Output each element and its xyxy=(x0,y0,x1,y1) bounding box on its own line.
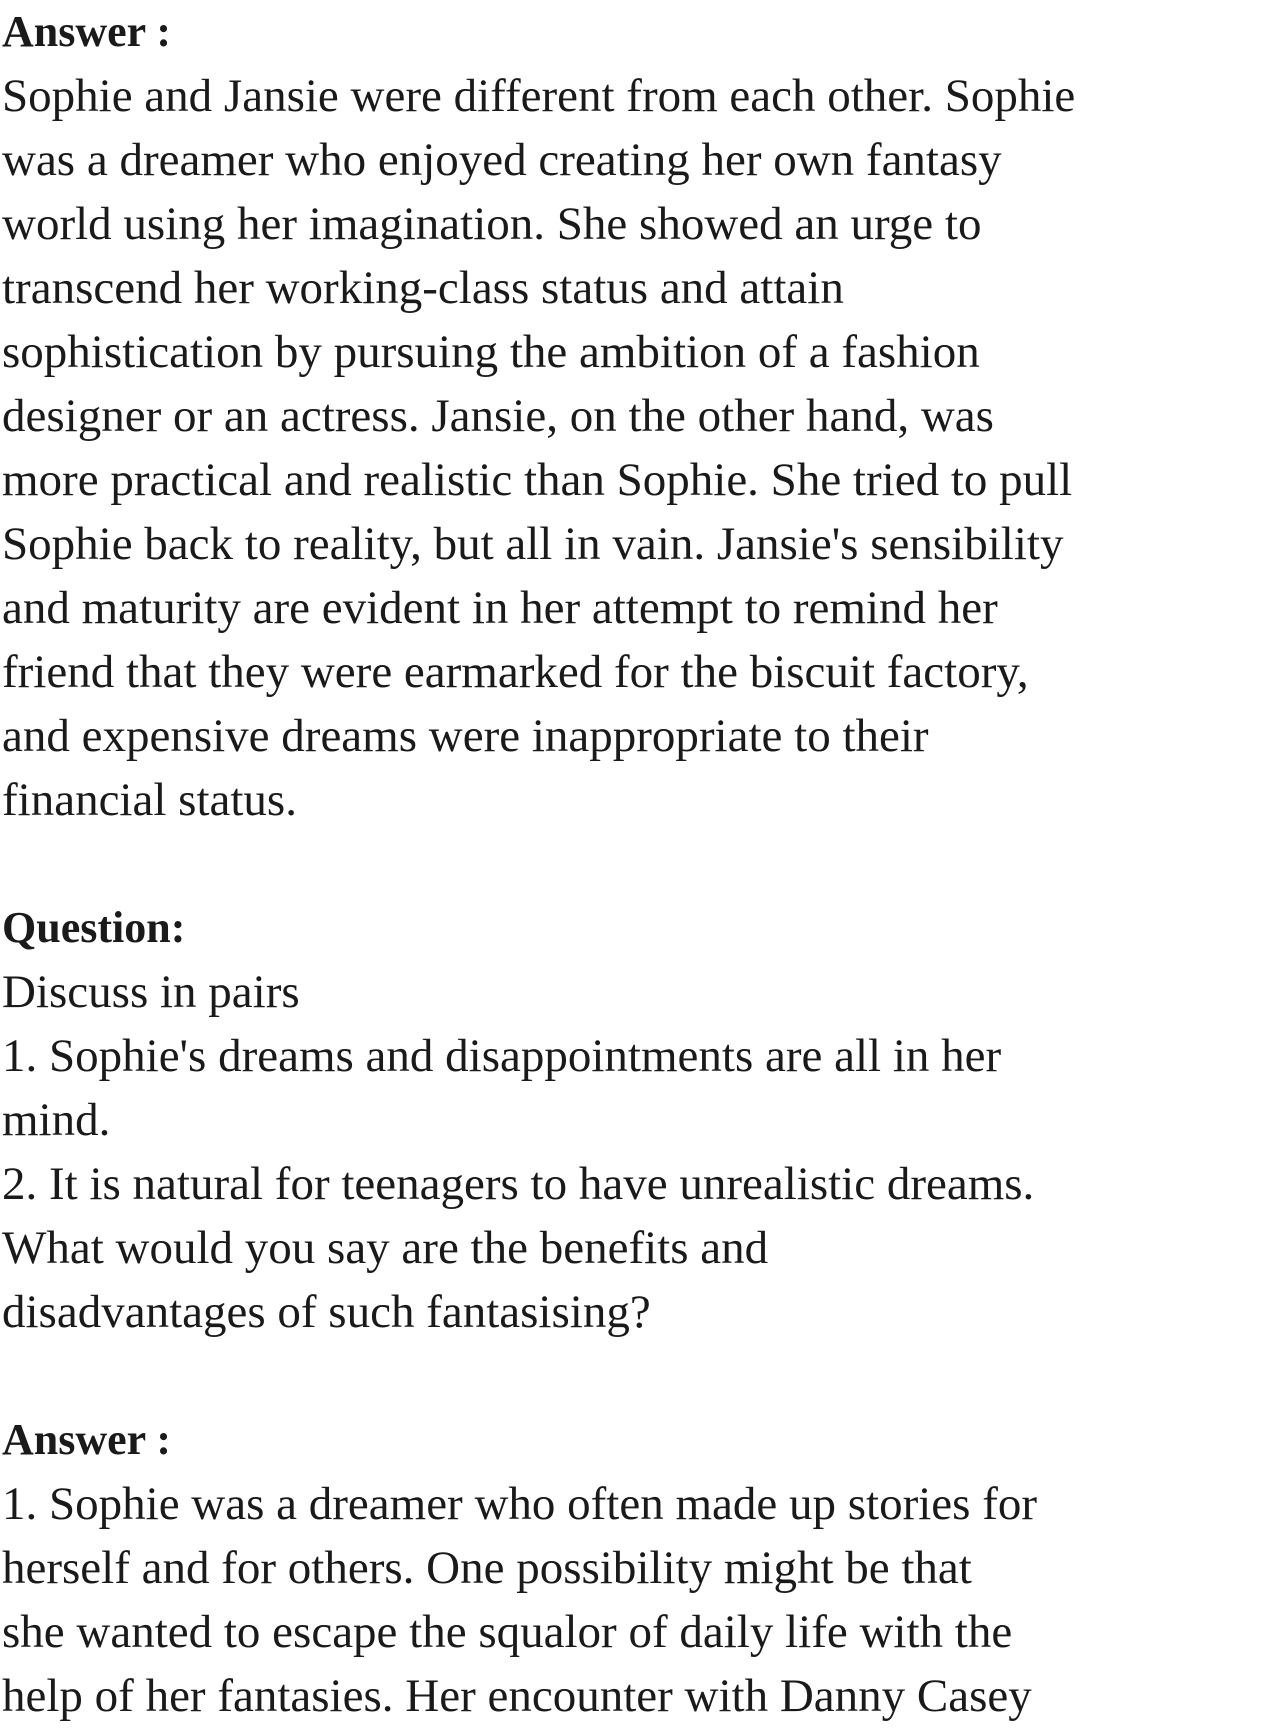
text-line: and expensive dreams were inappropriate to their xyxy=(2,710,929,762)
text-line: Discuss in pairs xyxy=(2,966,300,1018)
section-spacer xyxy=(2,832,1264,896)
text-line: she wanted to escape the squalor of daily life with the xyxy=(2,1606,1013,1658)
text-line: help of her fantasies. Her encounter with Danny Casey xyxy=(2,1670,1032,1722)
text-line: was a dreamer who enjoyed creating her own fantasy xyxy=(2,134,1002,186)
text-line: designer or an actress. Jansie, on the other hand, was xyxy=(2,390,994,442)
text-line: and maturity are evident in her attempt to remind her xyxy=(2,582,998,634)
answer-section-1 xyxy=(2,0,1264,832)
text-line: herself and for others. One possibility might be that xyxy=(2,1542,972,1594)
answer-section-2 xyxy=(2,1408,1264,1728)
text-line: disadvantages of such fantasising? xyxy=(2,1286,651,1338)
text-line: transcend her working-class status and attain xyxy=(2,262,844,314)
text-line: Sophie and Jansie were different from each other. Sophie xyxy=(2,70,1076,122)
text-line: friend that they were earmarked for the biscuit factory, xyxy=(2,646,1029,698)
text-line: mind. xyxy=(2,1094,111,1146)
text-line: sophistication by pursuing the ambition of a fashion xyxy=(2,326,980,378)
text-line: 1. Sophie was a dreamer who often made up stories for xyxy=(2,1478,1038,1530)
text-line: Sophie back to reality, but all in vain. Jansie's sensibility xyxy=(2,518,1064,570)
text-line: more practical and realistic than Sophie. She tried to pull xyxy=(2,454,1073,506)
text-line: financial status. xyxy=(2,774,297,826)
text-line: 2. It is natural for teenagers to have unrealistic dreams. xyxy=(2,1158,1035,1210)
text-line: world using her imagination. She showed an urge to xyxy=(2,198,982,250)
text-line: What would you say are the benefits and xyxy=(2,1222,769,1274)
question-heading: Question: xyxy=(2,903,186,952)
question-section xyxy=(2,896,1264,1344)
section-spacer xyxy=(2,1344,1264,1408)
answer-heading: Answer : xyxy=(2,1415,172,1464)
document-page xyxy=(2,0,1264,1728)
text-line: 1. Sophie's dreams and disappointments are all in her xyxy=(2,1030,1002,1082)
answer-heading: Answer : xyxy=(2,7,172,56)
